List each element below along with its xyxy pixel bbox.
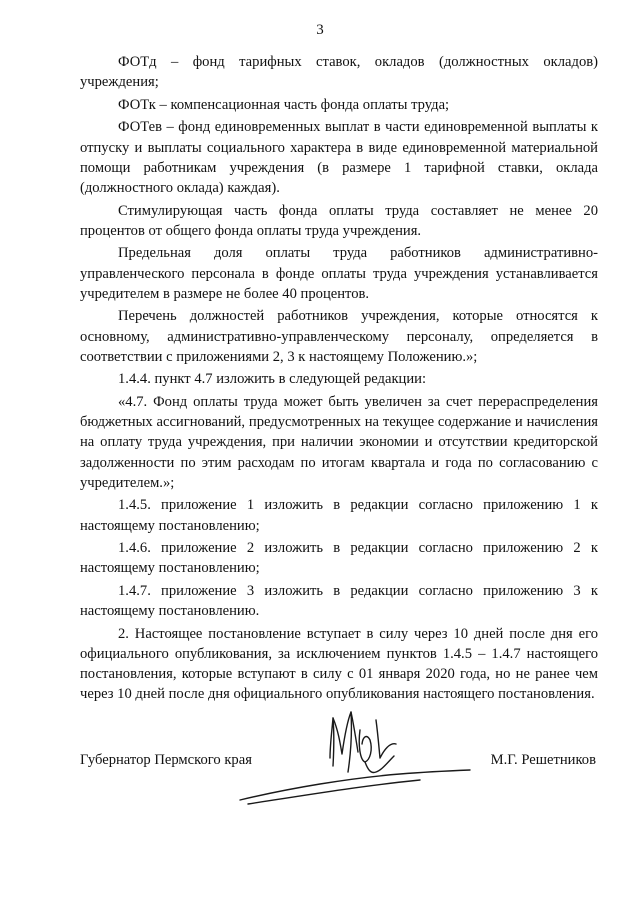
paragraph-fotd: ФОТд – фонд тарифных ставок, окладов (должностных окладов) учреждения; xyxy=(80,54,598,91)
paragraph-positions-list: Перечень должностей работников учреждения, которые относятся к основному, административно-управленческому персоналу, определяется в соответствии с приложениями 2, 3 к настоящему Положению.»; xyxy=(80,308,598,365)
paragraph-fotk: ФОТк – компенсационная часть фонда оплаты труда; xyxy=(118,96,450,113)
paragraph-1-4-6: 1.4.6. приложение 2 изложить в редакции согласно приложению 2 к настоящему постановлению; xyxy=(80,540,598,577)
paragraph-4-7: «4.7. Фонд оплаты труда может быть увеличен за счет перераспределения бюджетных ассигнований, предусмотренных на текущее содержание и начисления на оплату труда учреждения, при наличии экономии и отсутствии кредиторской задолженности по этим расходам по итогам квартала и года по согласованию с учредителем.»; xyxy=(80,393,598,491)
paragraph-fotev: ФОТев – фонд единовременных выплат в части единовременной выплаты к отпуску и выплаты социального характера в виде единовременной материальной помощи работникам учреждения (в размере 1 тарифной ставки, оклада (должностного оклада) каждая). xyxy=(80,119,598,196)
signatory-title: Губернатор Пермского края xyxy=(80,752,252,768)
paragraph-admin-share: Предельная доля оплаты труда работников административно-управленческого персонала в фонде оплаты труда учреждения устанавливается учредителем в размере не более 40 процентов. xyxy=(80,245,598,302)
document-body xyxy=(80,52,598,707)
paragraph-1-4-5: 1.4.5. приложение 1 изложить в редакции согласно приложению 1 к настоящему постановлению; xyxy=(80,497,598,534)
paragraph-1-4-4: 1.4.4. пункт 4.7 изложить в следующей редакции: xyxy=(118,371,427,388)
paragraph-1-4-7: 1.4.7. приложение 3 изложить в редакции согласно приложению 3 к настоящему постановлению. xyxy=(80,582,598,620)
signature-block xyxy=(80,700,598,810)
paragraph-2-effective-date: 2. Настоящее постановление вступает в силу через 10 дней после дня его официального опубликования, за исключением пунктов 1.4.5 – 1.4.7 настоящего постановления, которые вступают в силу с 01 января 2020 года, но не ранее чем через 10 дней после дня официального опубликования настоящего постановления. xyxy=(80,625,598,703)
page-number: 3 xyxy=(316,22,324,38)
handwritten-signature xyxy=(230,700,480,810)
signatory-name: М.Г. Решетников xyxy=(490,752,596,768)
paragraph-stimulating-part: Стимулирующая часть фонда оплаты труда составляет не менее 20 процентов от общего фонда оплаты труда учреждения. xyxy=(80,202,598,239)
